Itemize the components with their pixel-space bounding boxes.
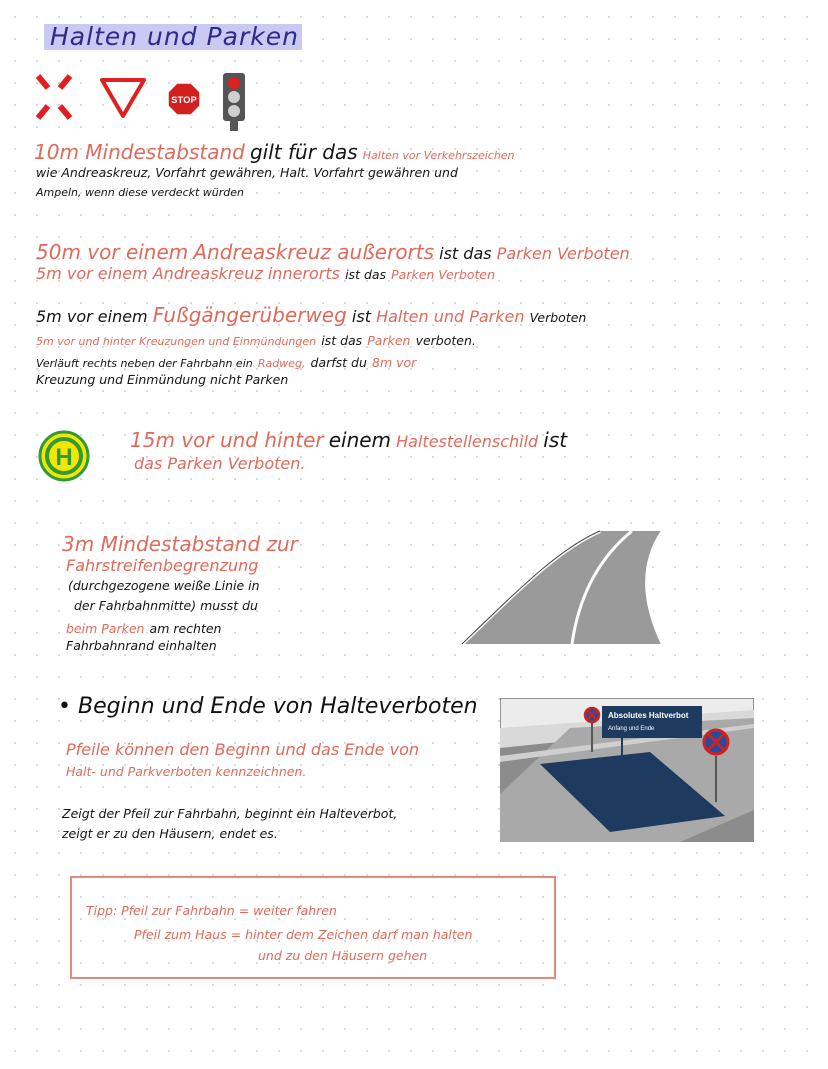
sign-subtitle: Anfang und Ende	[608, 726, 655, 732]
s6-heading: Beginn und Ende von Halteverboten	[77, 694, 478, 719]
bus-stop-letter: H	[55, 444, 73, 471]
stop-sign-icon	[167, 82, 201, 116]
s6-black-line1: Zeigt der Pfeil zur Fahrbahn, beginnt ein Halteverbot,	[62, 806, 398, 821]
s2-line2: 5m vor einem Andreaskreuz innerorts ist das Parken Verboten	[36, 264, 496, 283]
s3-line1: 5m vor einem Fußgängerüberweg ist Halten und Parken Verboten	[36, 303, 587, 327]
s6-heading-row	[58, 694, 478, 719]
bus-stop-sign-icon	[38, 430, 90, 482]
haltverbot-illustration	[500, 698, 754, 842]
andreaskreuz-icon	[34, 72, 74, 122]
s5-line6: Fahrbahnrand einhalten	[66, 638, 217, 653]
s5-line1: 3m Mindestabstand zur	[62, 532, 298, 556]
s5-line2: Fahrstreifenbegrenzung	[66, 556, 259, 575]
tip-line1: Tipp: Pfeil zur Fahrbahn = weiter fahren	[86, 903, 337, 918]
s5-line4: der Fahrbahnmitte) musst du	[74, 598, 258, 613]
s2-line1: 50m vor einem Andreaskreuz außerorts ist das Parken Verboten	[36, 240, 630, 264]
s4-line1: 15m vor und hinter einem Haltestellenschild ist	[130, 428, 568, 452]
bullet-icon: •	[58, 694, 71, 719]
s4-line2: das Parken Verboten.	[134, 454, 306, 473]
s3-line4: Kreuzung und Einmündung nicht Parken	[36, 372, 289, 387]
s6-black-line2: zeigt er zu den Häusern, endet es.	[62, 826, 278, 841]
stop-sign-text: STOP	[171, 95, 197, 106]
tip-line3: und zu den Häusern gehen	[258, 948, 428, 963]
s5-line3: (durchgezogene weiße Linie in	[68, 578, 260, 593]
s3-line2: 5m vor und hinter Kreuzungen und Einmündungen ist das Parken verboten.	[36, 333, 476, 348]
sign-title: Absolutes Haltverbot	[608, 711, 689, 720]
s1-line3: Ampeln, wenn diese verdeckt würden	[36, 186, 245, 199]
s6-red-line1: Pfeile können den Beginn und das Ende von	[66, 740, 420, 759]
s5-line5: beim Parken am rechten	[66, 621, 222, 636]
s1-line1: 10m Mindestabstand gilt für das Halten vor Verkehrszeichen	[34, 140, 515, 164]
s1-line2: wie Andreaskreuz, Vorfahrt gewähren, Halt. Vorfahrt gewähren und	[36, 165, 458, 180]
tip-line2: Pfeil zum Haus = hinter dem Zeichen darf man halten	[134, 927, 473, 942]
road-illustration	[460, 528, 665, 646]
s3-line3: Verläuft rechts neben der Fahrbahn ein Radweg, darfst du 8m vor	[36, 355, 417, 370]
page-title: Halten und Parken	[50, 22, 299, 51]
traffic-light-icon	[220, 72, 248, 132]
yield-sign-icon	[100, 78, 146, 118]
s6-red-line2: Halt- und Parkverboten kennzeichnen.	[66, 764, 307, 779]
